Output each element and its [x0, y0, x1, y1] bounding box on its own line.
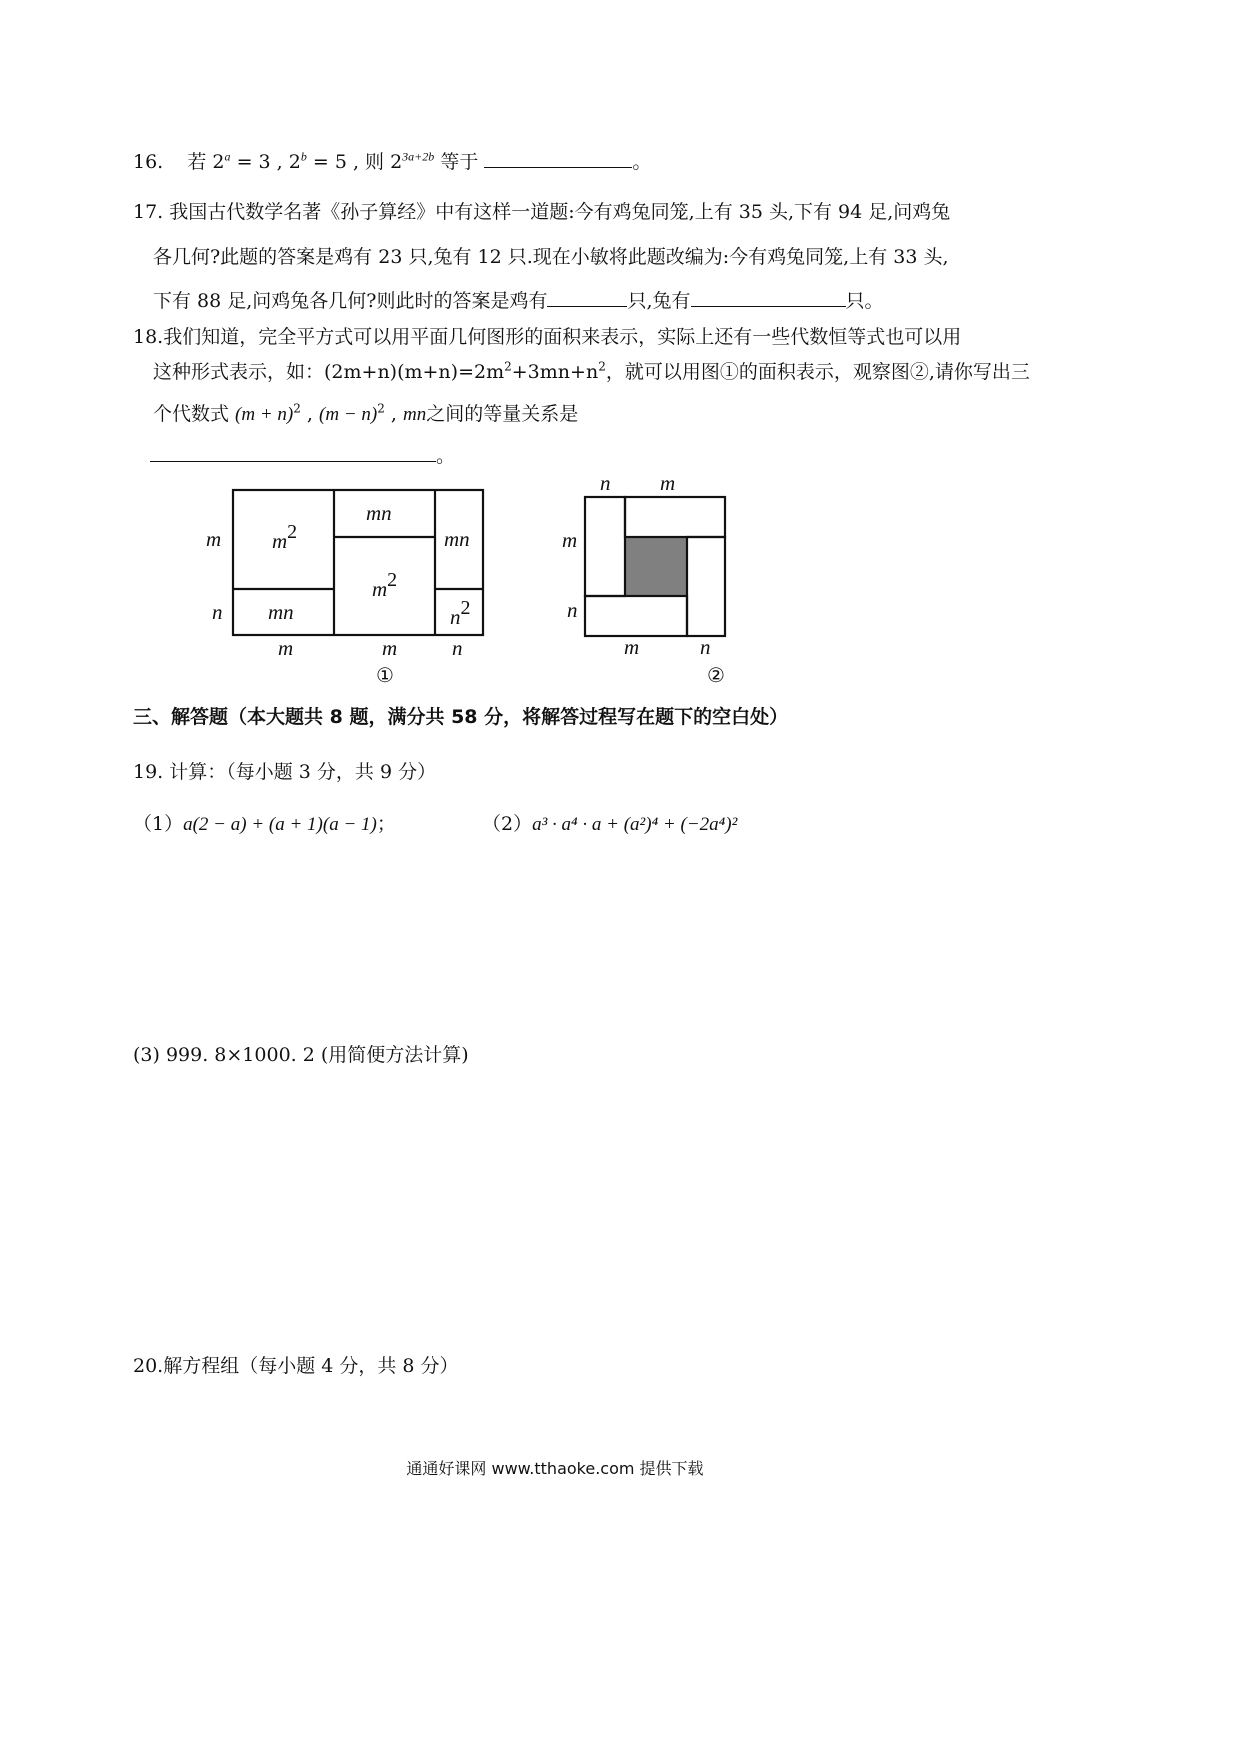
section-3-heading: 三、解答题（本大题共 8 题，满分共 58 分，将解答过程写在题下的空白处）: [133, 706, 789, 728]
q18-answer-blank[interactable]: [150, 443, 436, 462]
q17-chicken-blank[interactable]: [547, 288, 627, 307]
fig1-cell-mn-right: mn: [444, 527, 470, 551]
q16-exp-ab: 3a+2b: [402, 149, 435, 164]
fig1-left-label-n: n: [212, 600, 223, 624]
q16-suffix: 等于: [434, 151, 479, 173]
q19-part1: [133, 810, 396, 839]
fig1-cell-m2-center: m2: [372, 569, 398, 601]
fig2-bottom-label-m: m: [624, 635, 640, 659]
q16-eq1: = 3 , 2: [230, 151, 301, 173]
q19-part3: (3) 999. 8×1000. 2 (用简便方法计算): [133, 1044, 469, 1066]
q19-p2-expr: a³ · a⁴ · a + (a²)⁴ + (−2a⁴)²: [532, 814, 738, 835]
q16-exp-a: a: [224, 149, 231, 164]
q19-p2-label: （2）: [482, 813, 533, 835]
fig1-cell-mn-top: mn: [366, 501, 392, 525]
q17-line1: 17. 我国古代数学名著《孙子算经》中有这样一道题:今有鸡兔同笼,上有 35 头,下有 94 足,问鸡兔: [133, 201, 951, 223]
fig1-caption: ①: [376, 665, 394, 687]
q18-line2-a: 这种形式表示，如：(2m+n)(m+n)=2m: [153, 361, 505, 383]
q17-line2: 各几何?此题的答案是鸡有 23 只,兔有 12 只.现在小敏将此题改编为:今有鸡兔同笼,上有 33 头,: [153, 246, 949, 268]
q17-line3-text: 下有 88 足,问鸡兔各几何?则此时的答案是鸡有: [153, 290, 548, 312]
fig2-bottom-label-n: n: [700, 635, 711, 659]
fig2-caption: ②: [707, 665, 725, 687]
q18-line3-b: 之间的等量关系是: [426, 403, 579, 425]
q16-line: [133, 148, 651, 176]
fig1-left-label-m: m: [206, 527, 222, 551]
q18-sq1: 2: [504, 359, 512, 374]
q17-line3: [153, 287, 884, 315]
q18-expr3: mn: [402, 404, 427, 425]
q17-rabbit-blank[interactable]: [691, 288, 846, 307]
q19-p1-label: （1）: [133, 813, 184, 835]
q18-line3-a: 个代数式: [153, 403, 236, 425]
page-footer: 通通好课网 www.tthaoke.com 提供下载: [406, 1459, 704, 1478]
fig2-left-label-n: n: [567, 598, 578, 622]
fig2-shaded-square: [625, 537, 687, 596]
fig1-cell-mn-bottom: mn: [268, 600, 294, 624]
q18-sep2: ,: [384, 403, 403, 425]
q18-expr1: (m + n): [235, 404, 294, 425]
q19-part2: [482, 810, 737, 839]
fig2-left-rect: [585, 497, 625, 596]
q19-p1-expr: a(2 − a) + (a + 1)(a − 1): [183, 814, 377, 835]
q16-exp-b: b: [300, 149, 307, 164]
q18-end: 。: [436, 445, 456, 467]
q17-line3-end: 只。: [845, 290, 884, 312]
fig2-top-label-m: m: [660, 471, 676, 495]
fig1-bottom-label-3: n: [452, 636, 463, 660]
q16-text: 若 2: [187, 151, 225, 173]
q18-line2-b: +3mn+n: [511, 361, 599, 383]
fig1-bottom-label-2: m: [382, 636, 398, 660]
figure-1: [200, 478, 500, 688]
q18-sep1: ,: [300, 403, 320, 425]
q18-line2-c: ，就可以用图①的面积表示，观察图②,请你写出三: [605, 361, 1030, 383]
q16-end: 。: [632, 151, 652, 173]
q16-number: 16.: [133, 151, 164, 173]
q20-title: 20.解方程组（每小题 4 分，共 8 分）: [133, 1355, 459, 1377]
q18-expr2: (m − n): [319, 404, 378, 425]
fig1-cell-m2-left: m2: [272, 521, 298, 553]
q19-title: 19. 计算：（每小题 3 分，共 9 分）: [133, 761, 437, 783]
fig1-bottom-label-1: m: [278, 636, 294, 660]
fig2-top-label-n: n: [600, 471, 611, 495]
fig1-cell-n2: n2: [450, 597, 471, 629]
fig2-top-rect: [625, 497, 725, 537]
fig2-bottom-rect: [585, 596, 687, 636]
q18-answer-line: [150, 442, 455, 470]
q18-expr1-sq: 2: [293, 401, 301, 416]
q18-expr2-sq: 2: [377, 401, 385, 416]
q16-eq2: = 5 , 则 2: [306, 151, 403, 173]
figure-2: [550, 468, 750, 690]
q19-p1-end: ；: [376, 813, 396, 835]
q18-line3: [153, 400, 578, 429]
q18-line1: 18.我们知道，完全平方式可以用平面几何图形的面积来表示，实际上还有一些代数恒等式也可以用: [133, 326, 962, 348]
q18-line2: [153, 358, 1030, 386]
q17-line3-mid: 只,兔有: [627, 290, 691, 312]
fig2-right-rect: [687, 537, 725, 636]
fig2-left-label-m: m: [562, 528, 578, 552]
q16-answer-blank[interactable]: [484, 149, 632, 168]
q18-sq2: 2: [598, 359, 606, 374]
